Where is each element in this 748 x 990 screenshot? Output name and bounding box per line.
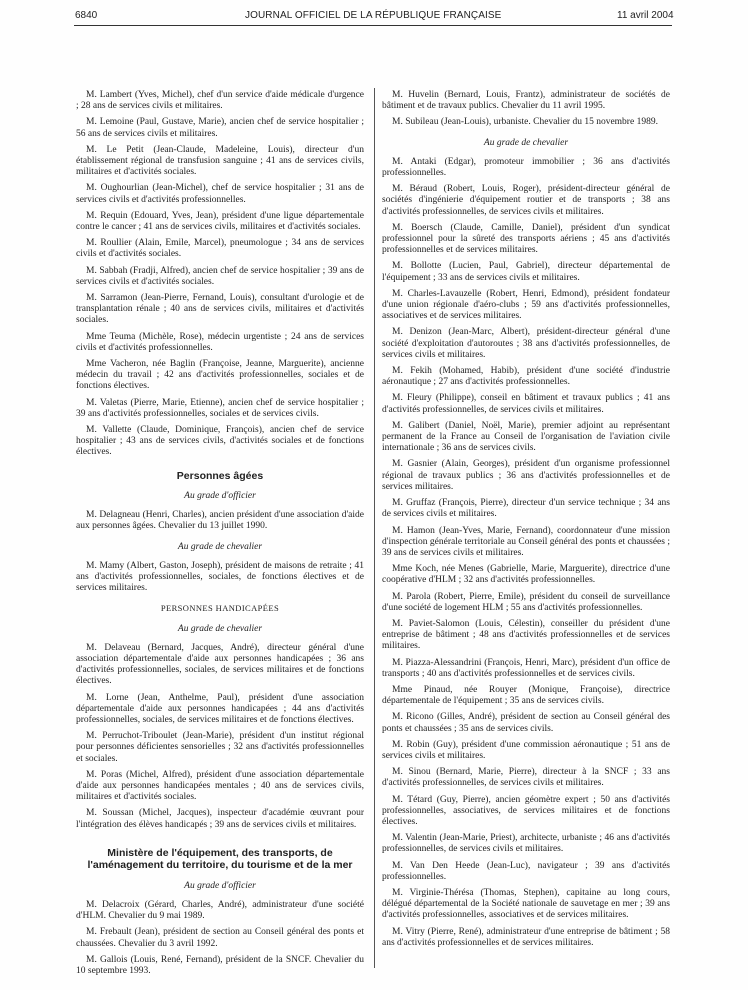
decoration-entry: M. Parola (Robert, Pierre, Emile), président du conseil de surveillance d'une société de logement HLM ; 55 ans d'activités professionnelles. <box>382 591 670 613</box>
decoration-entry: M. Mamy (Albert, Gaston, Joseph), président de maisons de retraite ; 41 ans d'activités professionnelles, sociales, de fonctions électives et de services militaires. <box>76 560 364 594</box>
decoration-entry: M. Fleury (Philippe), conseil en bâtiment et travaux publics ; 41 ans d'activités professionnelles, de services civils et militaires. <box>382 393 670 415</box>
decoration-entry: M. Bollotte (Lucien, Paul, Gabriel), directeur départemental de l'équipement ; 33 ans de services civils et militaires. <box>382 261 670 283</box>
decoration-entry: M. Paviet-Salomon (Louis, Célestin), conseiller du président d'une entreprise de bâtiment ; 48 ans d'activités professionnelles et de services militaires. <box>382 618 670 652</box>
decoration-entry: M. Poras (Michel, Alfred), président d'une association départementale d'aide aux personnes handicapées mentales ; 40 ans de services civils, militaires et d'activités sociales. <box>76 769 364 803</box>
entry-list <box>76 643 364 831</box>
grade-heading-officier: Au grade d'officier <box>184 880 256 891</box>
decoration-entry: M. Oughourlian (Jean-Michel), chef de service hospitalier ; 31 ans de services civils et d'activités professionnelles. <box>76 183 364 205</box>
decoration-entry: M. Delagneau (Henri, Charles), ancien président d'une association d'aide aux personnes âgées. Chevalier du 13 juillet 1990. <box>76 510 364 532</box>
decoration-entry: M. Boersch (Claude, Camille, Daniel), président d'un syndicat professionnel pour la sûreté des transports aériens ; 45 ans d'activités professionnelles et de services militaires. <box>382 222 670 256</box>
header-rule <box>74 25 672 26</box>
column-divider <box>374 88 375 968</box>
decoration-entry: Mme Pinaud, née Rouyer (Monique, Françoise), directrice départementale de l'équipement ; 35 ans de services civils. <box>382 684 670 707</box>
decoration-entry: M. Soussan (Michel, Jacques), inspecteur d'académie œuvrant pour l'intégration des élèves handicapés ; 39 ans de services civils et militaires. <box>76 808 364 830</box>
decoration-entry: M. Sinou (Bernard, Marie, Pierre), directeur à la SNCF ; 33 ans d'activités professionnelles, de services civils et militaires. <box>382 767 670 789</box>
decoration-entry: M. Delaveau (Bernard, Jacques, André), directeur général d'une association départementale d'aide aux personnes handicapées ; 36 ans d'activités professionnelles, sociales, de services militaires et de fonctions électives. <box>76 642 364 687</box>
decoration-entry: M. Frebault (Jean), président de section au Conseil général des ponts et chaussées. Chevalier du 3 avril 1992. <box>76 927 364 949</box>
decoration-entry: M. Antaki (Edgar), promoteur immobilier ; 36 ans d'activités professionnelles. <box>382 156 670 179</box>
entry-list <box>382 90 670 129</box>
grade-heading-officier: Au grade d'officier <box>184 490 256 501</box>
entry-list <box>76 561 364 595</box>
decoration-entry: M. Charles-Lavauzelle (Robert, Henri, Edmond), président fondateur d'une union régionale d'aéro-clubs ; 59 ans d'activités professionnelles, associatives et de services militaires. <box>382 288 670 322</box>
decoration-entry: M. Lambert (Yves, Michel), chef d'un service d'aide médicale d'urgence ; 28 ans de services civils et militaires. <box>76 90 364 112</box>
decoration-entry: M. Van Den Heede (Jean-Luc), navigateur ; 39 ans d'activités professionnelles. <box>382 860 670 882</box>
decoration-entry: M. Virginie-Thérésa (Thomas, Stephen), capitaine au long cours, délégué départemental de la Société nationale de sauvetage en mer ; 39 ans d'activités professionnelles, associatives et de services militaires. <box>382 887 670 921</box>
decoration-entry: M. Tétard (Guy, Pierre), ancien géomètre expert ; 50 ans d'activités professionnelles, associatives, de services militaires et de fonctions électives. <box>382 794 670 827</box>
entry-list <box>76 900 364 977</box>
decoration-entry: M. Denizon (Jean-Marc, Albert), président-directeur général d'une société d'exploitation d'autoroutes ; 38 ans d'activités professionnelles, de services civils et militaires. <box>382 327 670 360</box>
decoration-entry: M. Lemoine (Paul, Gustave, Marie), ancien chef de service hospitalier ; 56 ans de services civils et militaires. <box>76 117 364 139</box>
decoration-entry: M. Sabbah (Fradji, Alfred), ancien chef de service hospitalier ; 39 ans de services civils et d'activités sociales. <box>76 265 364 287</box>
decoration-entry: M. Gasnier (Alain, Georges), président d'un organisme professionnel régional de travaux publics ; 36 ans d'activités professionnelles et de services militaires. <box>382 459 670 492</box>
grade-heading-chevalier: Au grade de chevalier <box>177 623 263 634</box>
decoration-entry: M. Hamon (Jean-Yves, Marie, Fernand), coordonnateur d'une mission d'inspection générale territoriale au Conseil général des ponts et chaussées ; 39 ans de services civils et militaires. <box>382 525 670 558</box>
decoration-entry: M. Gruffaz (François, Pierre), directeur d'un service technique ; 34 ans de services civils et militaires. <box>382 498 670 520</box>
decoration-entry: M. Valetas (Pierre, Marie, Etienne), ancien chef de service hospitalier ; 39 ans d'activités professionnelles, sociales et de services civils. <box>76 397 364 419</box>
decoration-entry: M. Vitry (Pierre, René), administrateur d'une entreprise de bâtiment ; 58 ans d'activités professionnelles et de services militaires. <box>382 926 670 948</box>
decoration-entry: M. Requin (Edouard, Yves, Jean), président d'une ligue départementale contre le cancer ; 41 ans de services civils, militaires et d'activités sociales. <box>76 210 364 233</box>
decoration-entry: M. Béraud (Robert, Louis, Roger), président-directeur général de sociétés d'ingénierie d'équipement routier et de transports ; 38 ans d'activités professionnelles, de services civils et militaires. <box>382 184 670 217</box>
decoration-entry: M. Vallette (Claude, Dominique, François), ancien chef de service hospitalier ; 43 ans de services civils, d'activités sociales et de fonctions électives. <box>76 425 364 458</box>
decoration-entry: M. Delacroix (Gérard, Charles, André), administrateur d'une société d'HLM. Chevalier du 9 mai 1989. <box>76 899 364 922</box>
ministry-heading: Ministère de l'équipement, des transports, de l'aménagement du territoire, du tourisme et de la mer <box>87 846 353 872</box>
decoration-entry: M. Valentin (Jean-Marie, Priest), architecte, urbaniste ; 46 ans d'activités professionnelles, de services civils et militaires. <box>382 833 670 855</box>
decoration-entry: Mme Vacheron, née Baglin (Françoise, Jeanne, Marguerite), ancienne médecin du travail ; 42 ans d'activités professionnelles, sociales et de fonctions électives. <box>76 359 364 392</box>
decoration-entry: M. Perruchot-Triboulet (Jean-Marie), président d'un institut régional pour personnes déficientes sensorielles ; 32 ans d'activités professionnelles et sociales. <box>76 731 364 764</box>
decoration-entry: M. Subileau (Jean-Louis), urbaniste. Chevalier du 15 novembre 1989. <box>392 117 658 128</box>
grade-heading-chevalier: Au grade de chevalier <box>483 137 569 148</box>
section-heading-personnes-handicapees: PERSONNES HANDICAPÉES <box>160 603 280 614</box>
section-heading-personnes-agees: Personnes âgées <box>176 469 264 482</box>
decoration-entry: Mme Teuma (Michèle, Rose), médecin urgentiste ; 24 ans de services civils et d'activités professionnelles. <box>76 331 364 353</box>
decoration-entry: M. Fekih (Mohamed, Habib), président d'une société d'industrie aéronautique ; 27 ans d'activités professionnelles. <box>382 366 670 388</box>
decoration-entry: M. Huvelin (Bernard, Louis, Frantz), administrateur de sociétés de bâtiment et de travaux publics. Chevalier du 11 avril 1995. <box>382 90 670 112</box>
entry-list <box>76 90 364 459</box>
decoration-entry: M. Piazza-Alessandrini (François, Henri, Marc), président d'un office de transports ; 40 ans d'activités professionnelles et de services civils. <box>382 657 670 679</box>
decoration-entry: M. Lorne (Jean, Anthelme, Paul), président d'une association départementale d'aide aux personnes handicapées ; 44 ans d'activités professionnelles, sociales, de services militaires et de fonctions électives. <box>76 692 364 725</box>
decoration-entry: M. Sarramon (Jean-Pierre, Fernand, Louis), consultant d'urologie et de transplantation rénale ; 40 ans de services civils, militaires et d'activités sociales. <box>76 293 364 326</box>
page-number: 6840 <box>75 10 98 21</box>
decoration-entry: M. Gallois (Louis, René, Fernand), président de la SNCF. Chevalier du 10 septembre 1993. <box>76 954 364 976</box>
decoration-entry: M. Roullier (Alain, Emile, Marcel), pneumologue ; 34 ans de services civils et d'activités sociales. <box>76 238 364 260</box>
decoration-entry: M. Galibert (Daniel, Noël, Marie), premier adjoint au représentant permanent de la France au Conseil de l'organisation de l'aviation civile internationale ; 36 ans de services civils. <box>382 420 670 454</box>
entry-list <box>382 157 670 949</box>
grade-heading-chevalier: Au grade de chevalier <box>177 541 263 552</box>
issue-date: 11 avril 2004 <box>617 10 674 21</box>
left-column <box>76 90 364 982</box>
decoration-entry: M. Le Petit (Jean-Claude, Madeleine, Louis), directeur d'un établissement régional de transfusion sanguine ; 41 ans de services civils, militaires et d'activités sociales. <box>76 144 364 178</box>
decoration-entry: Mme Koch, née Menes (Gabrielle, Marie, Marguerite), directrice d'une coopérative d'HLM ; 32 ans d'activités professionnelles. <box>382 564 670 586</box>
entry-list <box>76 510 364 532</box>
decoration-entry: M. Robin (Guy), président d'une commission aéronautique ; 51 ans de services civils et militaires. <box>382 739 670 761</box>
decoration-entry: M. Ricono (Gilles, André), président de section au Conseil général des ponts et chaussées ; 35 ans de services civils. <box>382 712 670 734</box>
journal-title: JOURNAL OFFICIEL DE LA RÉPUBLIQUE FRANÇAISE <box>245 10 502 21</box>
right-column <box>382 90 670 954</box>
